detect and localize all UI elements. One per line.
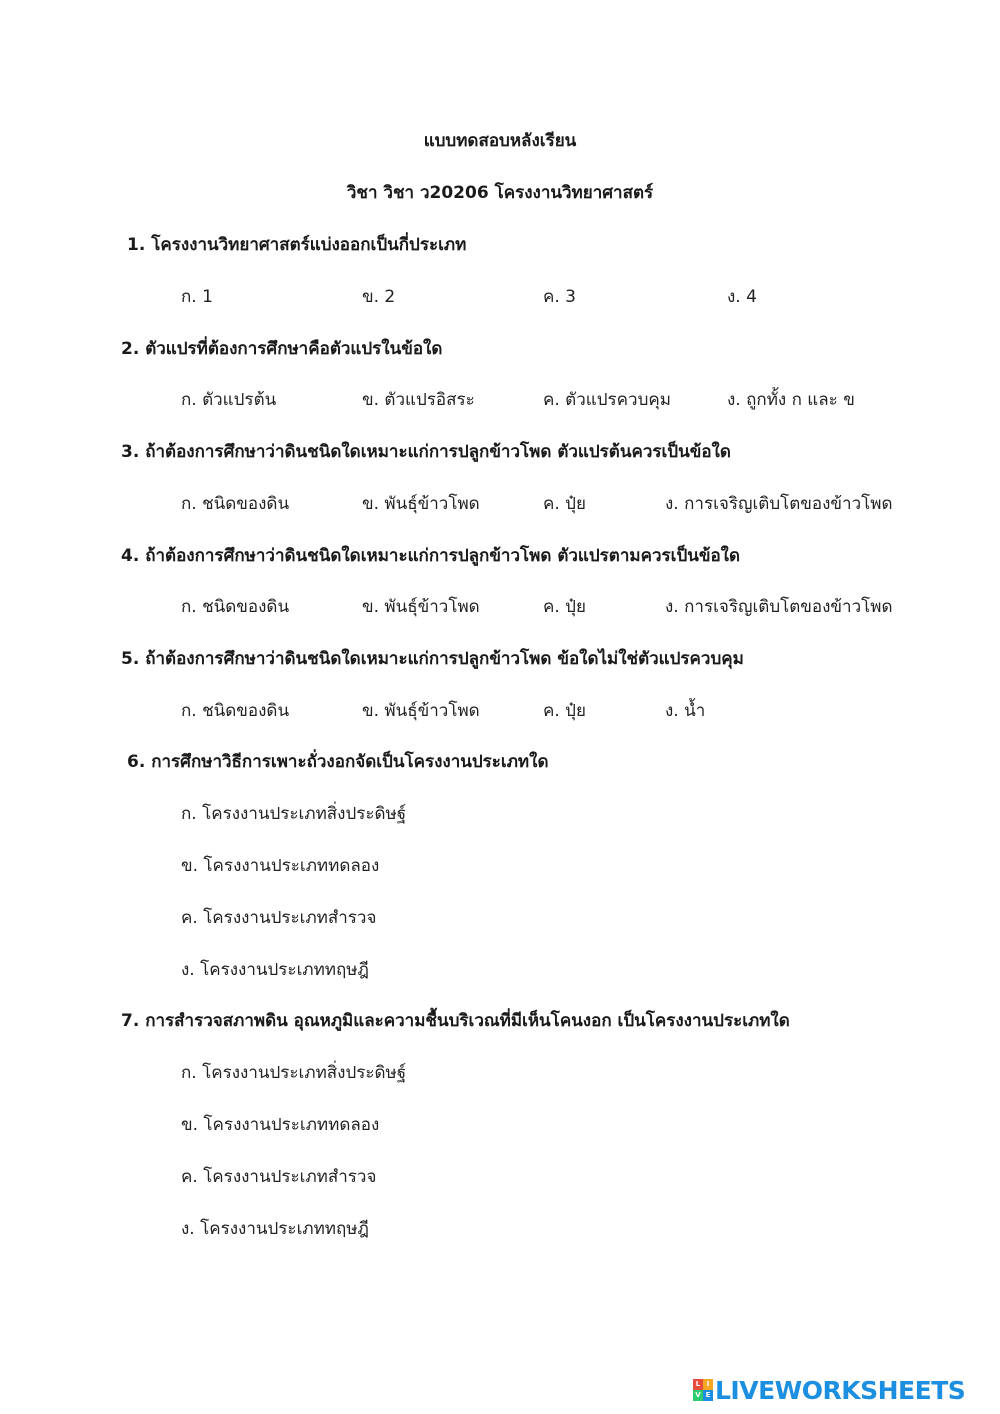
question-6: 6. การศึกษาวิธีการเพาะถั่วงอกจัดเป็นโครงงานประเภทใด (127, 752, 549, 772)
q3-option-b[interactable]: ข. พันธุ์ข้าวโพด (362, 494, 480, 514)
question-5: 5. ถ้าต้องการศึกษาว่าดินชนิดใดเหมาะแก่การปลูกข้าวโพด ข้อใดไม่ใช่ตัวแปรควบคุม (121, 649, 744, 669)
question-4: 4. ถ้าต้องการศึกษาว่าดินชนิดใดเหมาะแก่การปลูกข้าวโพด ตัวแปรตามควรเป็นข้อใด (121, 546, 741, 566)
q5-option-b[interactable]: ข. พันธุ์ข้าวโพด (362, 701, 480, 721)
q7-option-c[interactable]: ค. โครงงานประเภทสำรวจ (181, 1167, 377, 1187)
q1-option-d[interactable]: ง. 4 (727, 287, 757, 307)
q2-option-b[interactable]: ข. ตัวแปรอิสระ (362, 390, 475, 410)
q5-option-d[interactable]: ง. น้ำ (665, 701, 706, 721)
q2-option-a[interactable]: ก. ตัวแปรต้น (181, 390, 277, 410)
q5-option-c[interactable]: ค. ปุ๋ย (543, 701, 586, 721)
q1-option-c[interactable]: ค. 3 (543, 287, 576, 307)
q3-option-c[interactable]: ค. ปุ๋ย (543, 494, 586, 514)
q6-option-a[interactable]: ก. โครงงานประเภทสิ่งประดิษฐ์ (181, 804, 407, 824)
q3-option-a[interactable]: ก. ชนิดของดิน (181, 494, 290, 514)
page-subtitle: วิชา วิชา ว20206 โครงงานวิทยาศาสตร์ (346, 183, 654, 203)
q7-option-b[interactable]: ข. โครงงานประเภททดลอง (181, 1115, 380, 1135)
q1-option-a[interactable]: ก. 1 (181, 287, 213, 307)
q7-option-a[interactable]: ก. โครงงานประเภทสิ่งประดิษฐ์ (181, 1063, 407, 1083)
q4-option-d[interactable]: ง. การเจริญเติบโตของข้าวโพด (665, 597, 893, 617)
page-title: แบบทดสอบหลังเรียน (423, 131, 577, 151)
liveworksheets-logo-icon (693, 1379, 713, 1401)
q3-option-d[interactable]: ง. การเจริญเติบโตของข้าวโพด (665, 494, 893, 514)
question-7: 7. การสำรวจสภาพดิน อุณหภูมิและความชื้นบริเวณที่มีเห็นโคนงอก เป็นโครงงานประเภทใด (121, 1011, 790, 1031)
q5-option-a[interactable]: ก. ชนิดของดิน (181, 701, 290, 721)
logo-letter-l: L (693, 1379, 703, 1390)
q2-option-d[interactable]: ง. ถูกทั้ง ก และ ข (727, 390, 855, 410)
question-1: 1. โครงงานวิทยาศาสตร์แบ่งออกเป็นกี่ประเภท (127, 235, 467, 255)
logo-letter-i: I (703, 1379, 713, 1390)
logo-letter-v: V (693, 1390, 703, 1401)
question-2: 2. ตัวแปรที่ต้องการศึกษาคือตัวแปรในข้อใด (121, 339, 443, 359)
question-3: 3. ถ้าต้องการศึกษาว่าดินชนิดใดเหมาะแก่การปลูกข้าวโพด ตัวแปรต้นควรเป็นข้อใด (121, 442, 731, 462)
q2-option-c[interactable]: ค. ตัวแปรควบคุม (543, 390, 671, 410)
q1-option-b[interactable]: ข. 2 (362, 287, 396, 307)
q6-option-d[interactable]: ง. โครงงานประเภททฤษฎี (181, 960, 369, 980)
liveworksheets-logo[interactable] (693, 1377, 965, 1403)
q7-option-d[interactable]: ง. โครงงานประเภททฤษฎี (181, 1219, 369, 1239)
q4-option-b[interactable]: ข. พันธุ์ข้าวโพด (362, 597, 480, 617)
q4-option-a[interactable]: ก. ชนิดของดิน (181, 597, 290, 617)
logo-letter-e: E (703, 1390, 713, 1401)
q6-option-b[interactable]: ข. โครงงานประเภททดลอง (181, 856, 380, 876)
q6-option-c[interactable]: ค. โครงงานประเภทสำรวจ (181, 908, 377, 928)
q4-option-c[interactable]: ค. ปุ๋ย (543, 597, 586, 617)
brand-name: LIVEWORKSHEETS (715, 1375, 966, 1405)
